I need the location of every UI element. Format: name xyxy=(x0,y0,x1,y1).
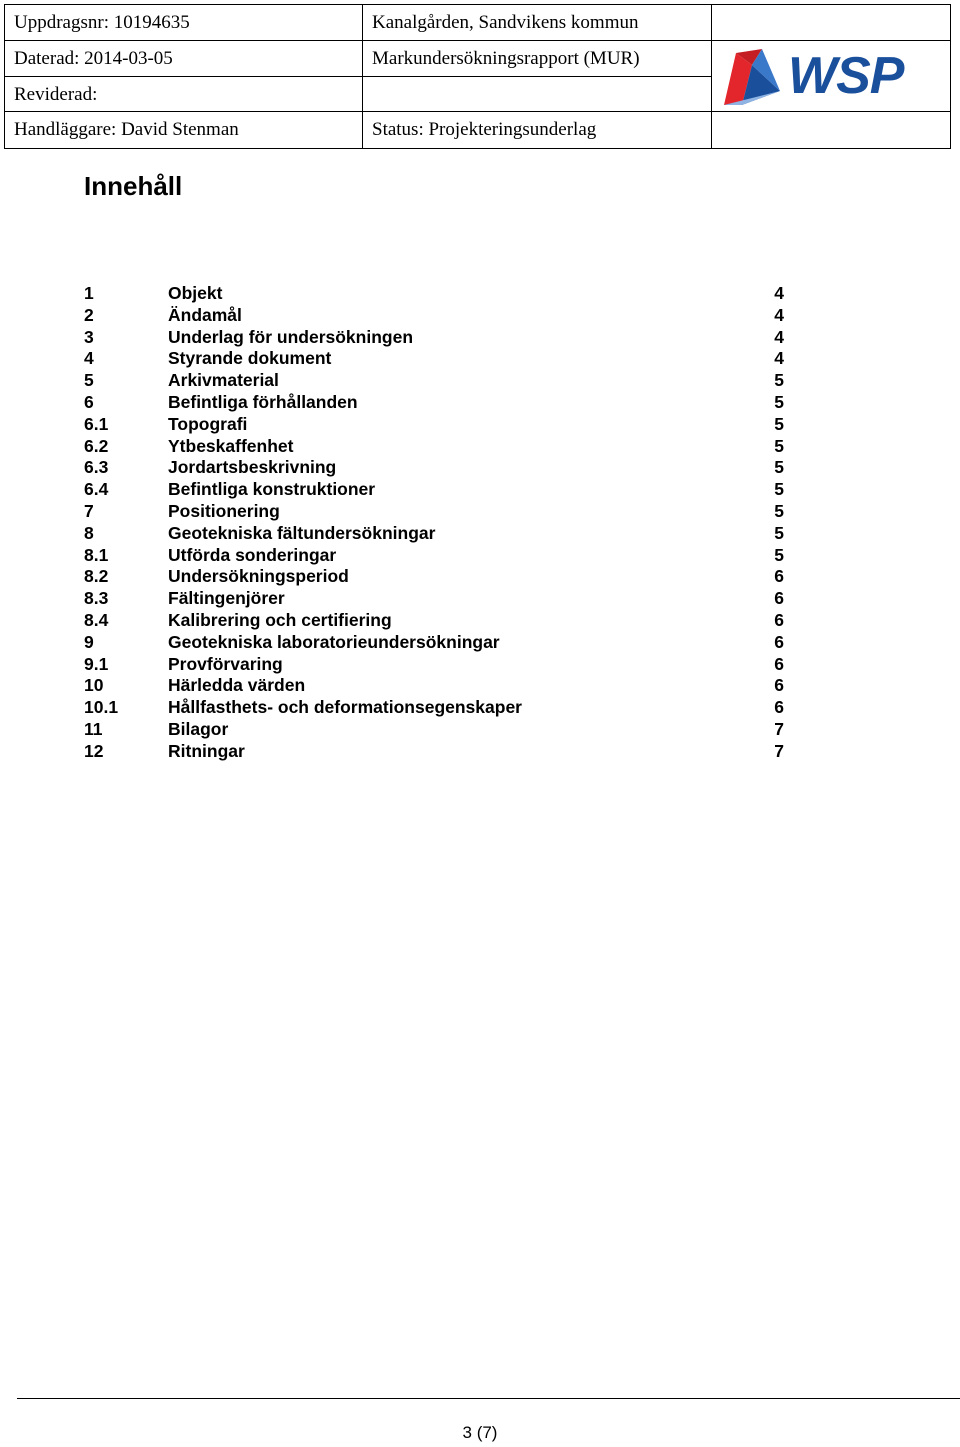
toc-entry-number: 5 xyxy=(84,370,94,391)
toc-entry-page: 5 xyxy=(774,370,784,391)
toc-entry-number: 10.1 xyxy=(84,697,119,718)
toc-entry-page: 6 xyxy=(774,675,784,696)
toc-entry-number: 3 xyxy=(84,326,94,347)
toc-entry-page: 5 xyxy=(774,413,784,434)
handler-field: Handläggare: David Stenman xyxy=(5,112,363,148)
toc-title: Innehåll xyxy=(84,171,183,201)
toc-entry-page: 6 xyxy=(774,566,784,587)
toc-entry-page: 5 xyxy=(774,435,784,456)
toc-entry[interactable] xyxy=(84,523,784,545)
project-name: Kanalgården, Sandvikens kommun xyxy=(363,5,712,41)
toc-entry[interactable] xyxy=(84,457,784,479)
toc-entry-page: 5 xyxy=(774,500,784,521)
toc-entry-number: 8 xyxy=(84,522,94,543)
toc-entry[interactable] xyxy=(84,719,784,741)
toc-entry-title: Ritningar xyxy=(168,740,245,761)
assignment-number: Uppdragsnr: 10194635 xyxy=(5,5,363,41)
toc-entry-page: 6 xyxy=(774,697,784,718)
header-empty-cell-2 xyxy=(363,77,712,113)
toc-entry-page: 6 xyxy=(774,588,784,609)
toc-entry-number: 9 xyxy=(84,631,94,652)
toc-entry-title: Provförvaring xyxy=(168,653,283,674)
toc-entry-title: Arkivmaterial xyxy=(168,370,279,391)
toc-entry-title: Ytbeskaffenhet xyxy=(168,435,294,456)
toc-entry-number: 8.4 xyxy=(84,609,109,630)
toc-entry-title: Kalibrering och certifiering xyxy=(168,609,392,630)
footer-divider xyxy=(17,1398,960,1399)
toc-entry[interactable] xyxy=(84,414,784,436)
toc-entry-title: Jordartsbeskrivning xyxy=(168,457,337,478)
report-type: Markundersökningsrapport (MUR) xyxy=(363,41,712,77)
toc-entry[interactable] xyxy=(84,675,784,697)
toc-entry[interactable] xyxy=(84,566,784,588)
toc-entry-number: 6.2 xyxy=(84,435,109,456)
toc-entry-title: Underlag för undersökningen xyxy=(168,326,414,347)
toc-entry-title: Bilagor xyxy=(168,718,229,739)
toc-entry-number: 9.1 xyxy=(84,653,109,674)
toc-entry-number: 8.2 xyxy=(84,566,109,587)
wsp-logo-mark-icon xyxy=(722,45,784,107)
toc-entry-title: Hållfasthets- och deformationsegenskaper xyxy=(168,697,522,718)
toc-entry-title: Geotekniska laboratorieundersökningar xyxy=(168,631,500,652)
toc-entry-number: 6 xyxy=(84,391,94,412)
toc-entry[interactable] xyxy=(84,436,784,458)
toc-entry[interactable] xyxy=(84,654,784,676)
toc-entry-number: 6.3 xyxy=(84,457,109,478)
page-number: 3 (7) xyxy=(462,1423,498,1442)
toc-entry-title: Positionering xyxy=(168,500,280,521)
toc-entry-title: Härledda värden xyxy=(168,675,306,696)
toc-entry[interactable] xyxy=(84,348,784,370)
toc-entry-number: 6.1 xyxy=(84,413,109,434)
table-of-contents xyxy=(84,283,784,763)
toc-entry-title: Befintliga konstruktioner xyxy=(168,479,376,500)
document-header xyxy=(4,4,951,149)
toc-entry-page: 4 xyxy=(774,283,784,303)
toc-entry-title: Geotekniska fältundersökningar xyxy=(168,522,436,543)
toc-entry-title: Topografi xyxy=(168,413,248,434)
toc-entry[interactable] xyxy=(84,610,784,632)
toc-entry-page: 5 xyxy=(774,479,784,500)
toc-entry[interactable] xyxy=(84,501,784,523)
toc-entry-page: 5 xyxy=(774,457,784,478)
toc-entry-number: 11 xyxy=(84,718,103,739)
toc-entry-title: Ändamål xyxy=(168,304,242,325)
toc-entry[interactable] xyxy=(84,545,784,567)
revised-field: Reviderad: xyxy=(5,77,363,113)
toc-entry-page: 5 xyxy=(774,544,784,565)
toc-entry-page: 7 xyxy=(774,740,784,761)
toc-entry-number: 6.4 xyxy=(84,479,109,500)
toc-entry-title: Undersökningsperiod xyxy=(168,566,349,587)
toc-entry-title: Styrande dokument xyxy=(168,348,332,369)
toc-entry[interactable] xyxy=(84,305,784,327)
toc-entry-page: 5 xyxy=(774,522,784,543)
toc-entry-page: 4 xyxy=(774,326,784,347)
toc-entry[interactable] xyxy=(84,327,784,349)
toc-entry-title: Befintliga förhållanden xyxy=(168,391,358,412)
toc-entry-page: 4 xyxy=(774,304,784,325)
toc-entry-number: 12 xyxy=(84,740,104,761)
toc-entry-title: Utförda sonderingar xyxy=(168,544,337,565)
toc-entry-number: 8.1 xyxy=(84,544,109,565)
header-empty-cell xyxy=(712,5,950,41)
toc-entry[interactable] xyxy=(84,283,784,305)
toc-entry[interactable] xyxy=(84,632,784,654)
wsp-logo xyxy=(712,41,950,113)
toc-entry-number: 1 xyxy=(84,283,94,303)
toc-entry[interactable] xyxy=(84,370,784,392)
toc-entry-page: 6 xyxy=(774,609,784,630)
toc-entry-page: 4 xyxy=(774,348,784,369)
toc-entry-title: Objekt xyxy=(168,283,223,303)
toc-entry-number: 8.3 xyxy=(84,588,109,609)
date-field: Daterad: 2014-03-05 xyxy=(5,41,363,77)
status-field: Status: Projekteringsunderlag xyxy=(363,112,712,148)
header-empty-cell-3 xyxy=(712,112,950,148)
wsp-logo-text: WSP xyxy=(788,47,904,105)
toc-entry-page: 6 xyxy=(774,631,784,652)
toc-entry-number: 7 xyxy=(84,500,94,521)
toc-entry[interactable] xyxy=(84,588,784,610)
toc-entry-number: 4 xyxy=(84,348,94,369)
toc-entry-title: Fältingenjörer xyxy=(168,588,285,609)
toc-entry[interactable] xyxy=(84,697,784,719)
toc-entry-page: 6 xyxy=(774,653,784,674)
toc-entry-page: 5 xyxy=(774,391,784,412)
toc-entry-number: 10 xyxy=(84,675,104,696)
toc-entry[interactable] xyxy=(84,392,784,414)
toc-entry[interactable] xyxy=(84,741,784,763)
toc-entry[interactable] xyxy=(84,479,784,501)
toc-entry-number: 2 xyxy=(84,304,94,325)
toc-entry-page: 7 xyxy=(774,718,784,739)
